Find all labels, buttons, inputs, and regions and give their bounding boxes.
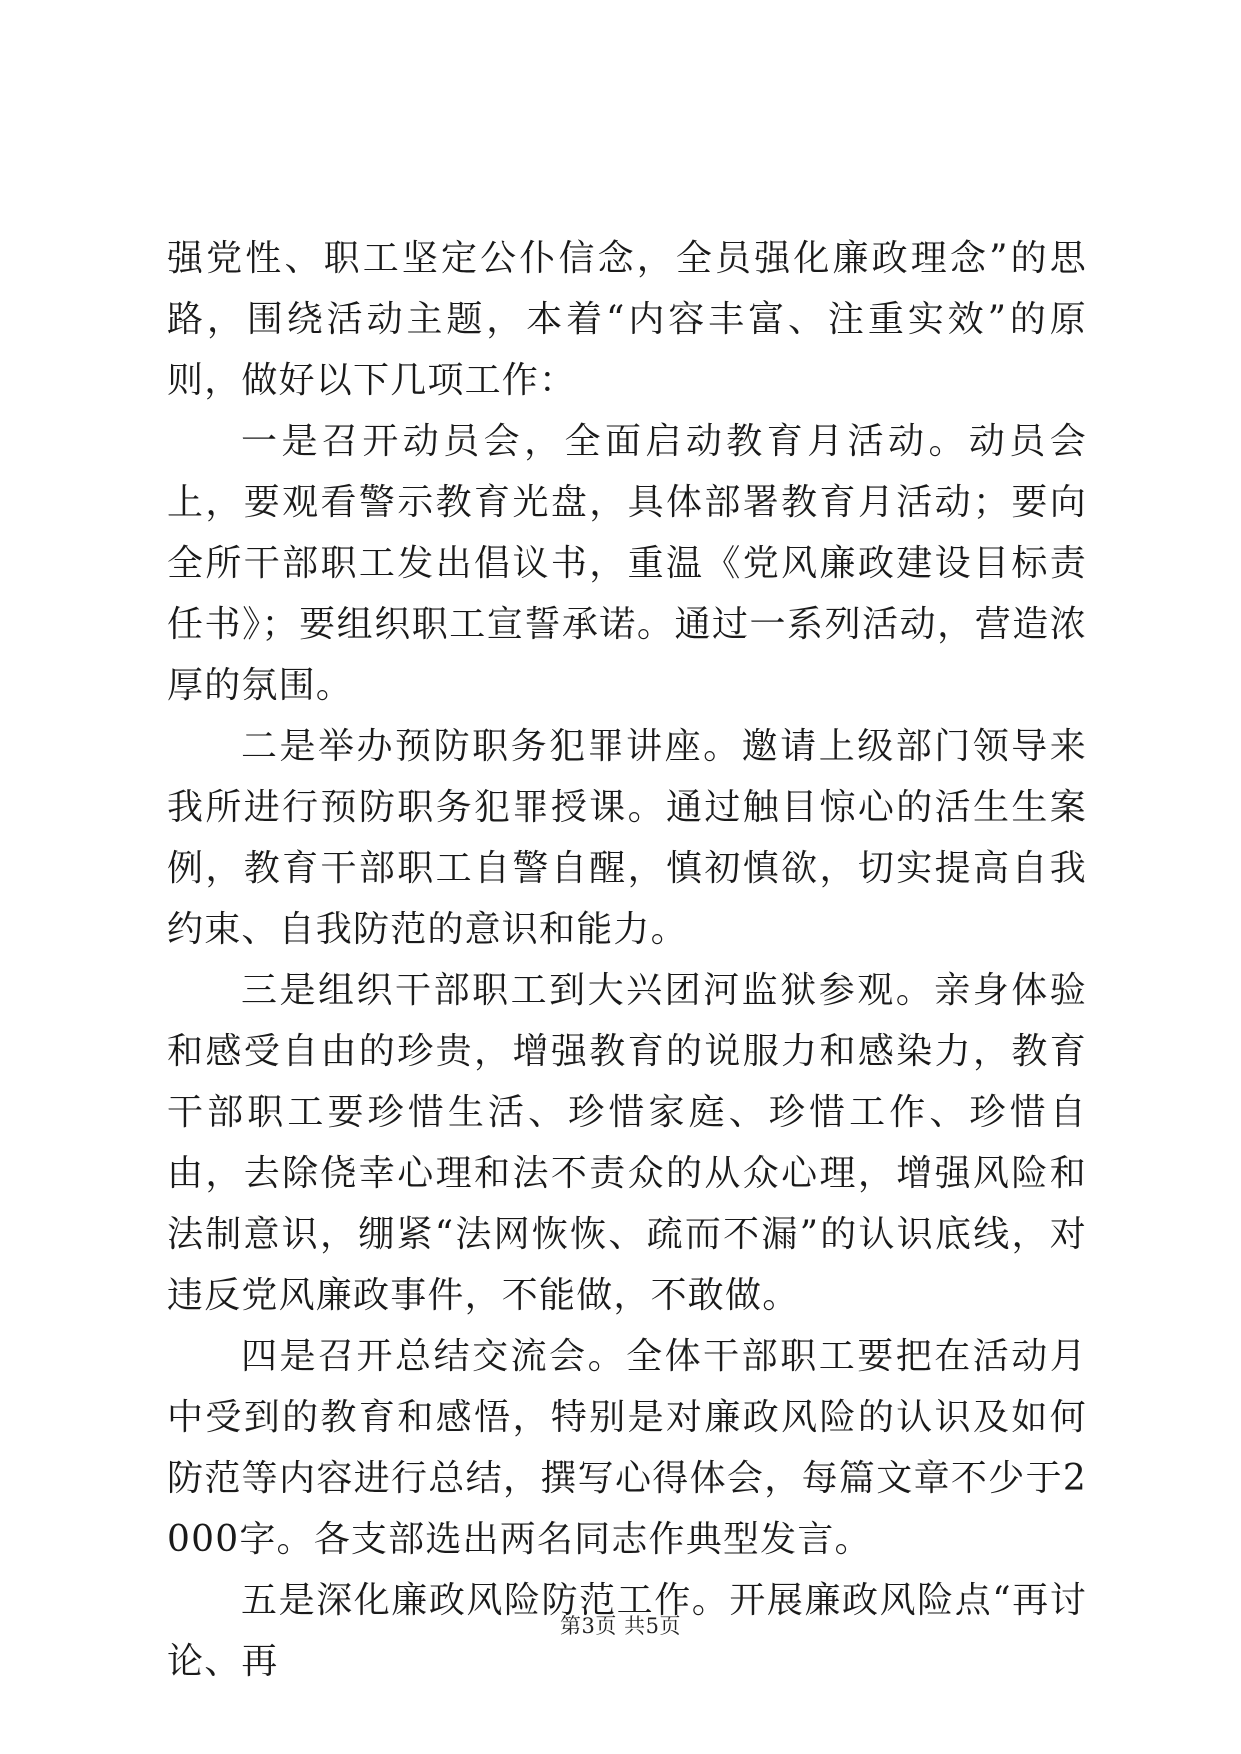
paragraph-item-1: 一是召开动员会，全面启动教育月活动。动员会上，要观看警示教育光盘，具体部署教育月活动；要向全所干部职工发出倡议书，重温《党风廉政建设目标责任书》；要组织职工宣誓承诺。通过一系列活动，营造浓厚的氛围。 — [167, 421, 1087, 706]
paragraph-item-3: 三是组织干部职工到大兴团河监狱参观。亲身体验和感受自由的珍贵，增强教育的说服力和感染力，教育干部职工要珍惜生活、珍惜家庭、珍惜工作、珍惜自由，去除侥幸心理和法不责众的从众心理，增强风险和法制意识，绷紧“法网恢恢、疏而不漏”的认识底线，对违反党风廉政事件，不能做，不敢做。 — [167, 970, 1087, 1316]
paragraph-continuation: 强党性、职工坚定公仆信念，全员强化廉政理念”的思路，围绕活动主题，本着“内容丰富、注重实效”的原则，做好以下几项工作： — [167, 238, 1087, 401]
paragraph-item-5: 五是深化廉政风险防范工作。开展廉政风险点“再讨论、再 — [167, 1580, 1087, 1682]
paragraph-item-2: 二是举办预防职务犯罪讲座。邀请上级部门领导来我所进行预防职务犯罪授课。通过触目惊心的活生生案例，教育干部职工自警自醒，慎初慎欲，切实提高自我约束、自我防范的意识和能力。 — [167, 726, 1087, 950]
page-number-footer: 第3页 共5页 — [560, 1614, 681, 1638]
document-body — [167, 228, 1087, 1692]
paragraph-item-4: 四是召开总结交流会。全体干部职工要把在活动月中受到的教育和感悟，特别是对廉政风险的认识及如何防范等内容进行总结，撰写心得体会，每篇文章不少于2000字。各支部选出两名同志作典型发言。 — [167, 1336, 1087, 1560]
